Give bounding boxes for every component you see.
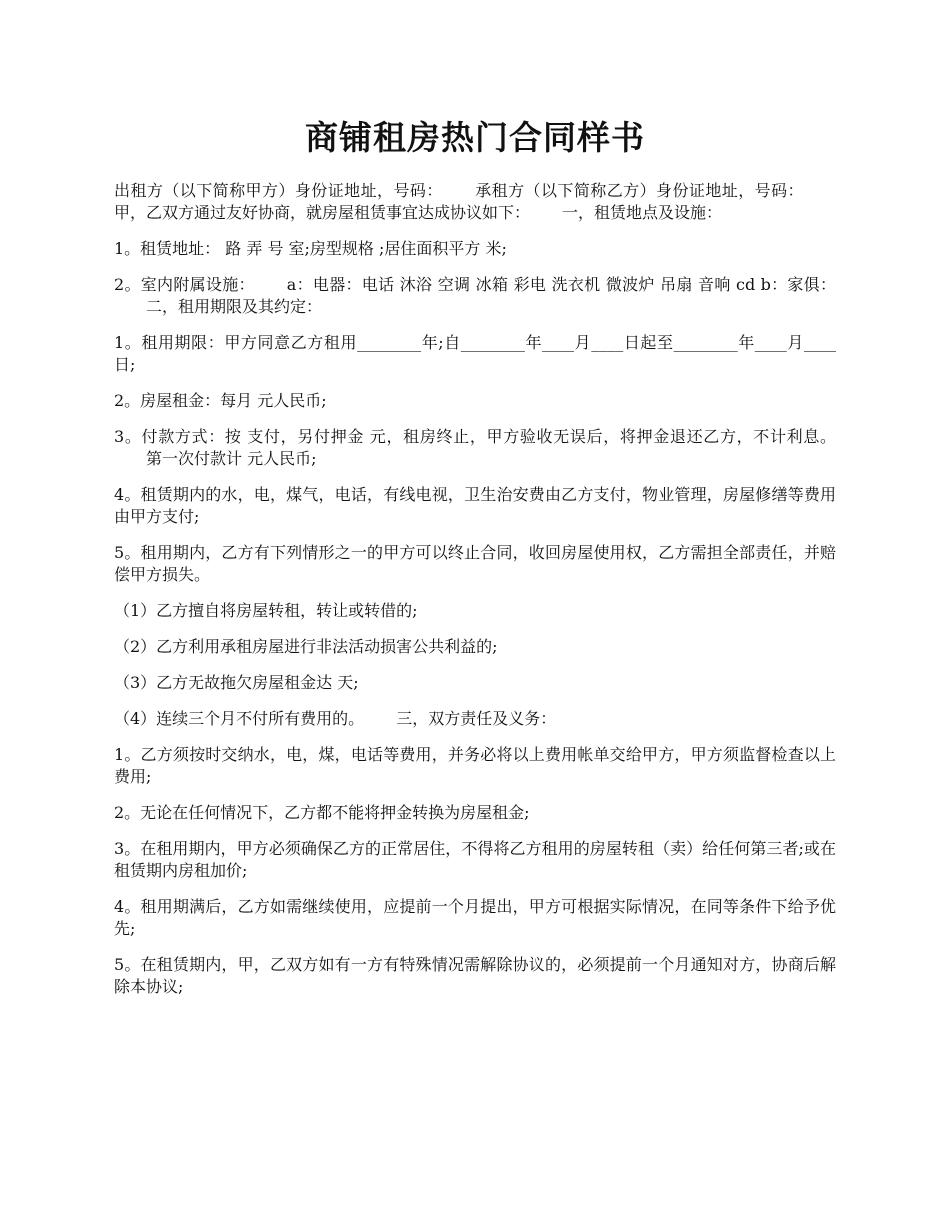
clause-1-2 [114, 274, 836, 318]
section-heading-1: 一，租赁地点及设施： [562, 203, 723, 222]
intro-agreement: 甲，乙双方通过友好协商，就房屋租赁事宜达成协议如下： [114, 203, 531, 222]
intro-lessor: 出租方（以下简称甲方）身份证地址，号码： [114, 181, 443, 200]
clause-2-3-first-payment: 第一次付款计 元人民币; [146, 449, 317, 468]
condition-2: （2）乙方利用承租房屋进行非法活动损害公共利益的; [114, 637, 498, 656]
document-body [114, 180, 836, 1012]
clause-1-2-items: a：电器：电话 沐浴 空调 冰箱 彩电 洗衣机 微波炉 吊扇 音响 cd b：家俱： [286, 275, 836, 294]
clause-3-5: 5。在租赁期内，甲，乙双方如有一方有特殊情况需解除协议的，必须提前一个月通知对方，协商后解除本协议; [114, 955, 836, 996]
clause-2-1: 1。租用期限：甲方同意乙方租用________年;自________年____月____日起至________年____月____日; [114, 333, 836, 374]
clause-2-2: 2。房屋租金：每月 元人民币; [114, 391, 327, 410]
clause-2-4: 4。租赁期内的水，电，煤气，电话，有线电视，卫生治安费由乙方支付，物业管理，房屋修缮等费用由甲方支付; [114, 485, 836, 526]
intro-paragraph [114, 180, 836, 224]
section-heading-3: 三，双方责任及义务： [396, 709, 557, 728]
clause-2-5: 5。租用期内，乙方有下列情形之一的甲方可以终止合同，收回房屋使用权，乙方需担全部责任，并赔偿甲方损失。 [114, 543, 836, 584]
condition-4 [114, 708, 836, 730]
clause-2-3-text: 3。付款方式：按 支付，另付押金 元，租房终止，甲方验收无误后，将押金退还乙方，不计利息。 [114, 427, 836, 446]
clause-3-2: 2。无论在任何情况下，乙方都不能将押金转换为房屋租金; [114, 803, 530, 822]
clause-3-4: 4。租用期满后，乙方如需继续使用，应提前一个月提出，甲方可根据实际情况，在同等条件下给予优先; [114, 897, 836, 938]
condition-4-text: （4）连续三个月不付所有费用的。 [114, 709, 365, 728]
condition-3: （3）乙方无故拖欠房屋租金达 天; [114, 673, 359, 692]
intro-lessee: 承租方（以下简称乙方）身份证地址，号码： [474, 181, 804, 200]
section-heading-2: 二，租用期限及其约定： [146, 297, 323, 316]
clause-3-1: 1。乙方须按时交纳水，电，煤，电话等费用，并务必将以上费用帐单交给甲方，甲方须监督检查以上费用; [114, 745, 836, 786]
clause-3-3: 3。在租用期内，甲方必须确保乙方的正常居住，不得将乙方租用的房屋转租（卖）给任何第三者;或在租赁期内房租加价; [114, 839, 836, 880]
document-title: 商铺租房热门合同样书 [305, 118, 645, 157]
clause-1-2-label: 2。室内附属设施： [114, 275, 255, 294]
condition-1: （1）乙方擅自将房屋转租，转让或转借的; [114, 601, 418, 620]
clause-1-1: 1。租赁地址： 路 弄 号 室;房型规格 ;居住面积平方 米; [114, 239, 507, 258]
clause-2-3 [114, 426, 836, 470]
